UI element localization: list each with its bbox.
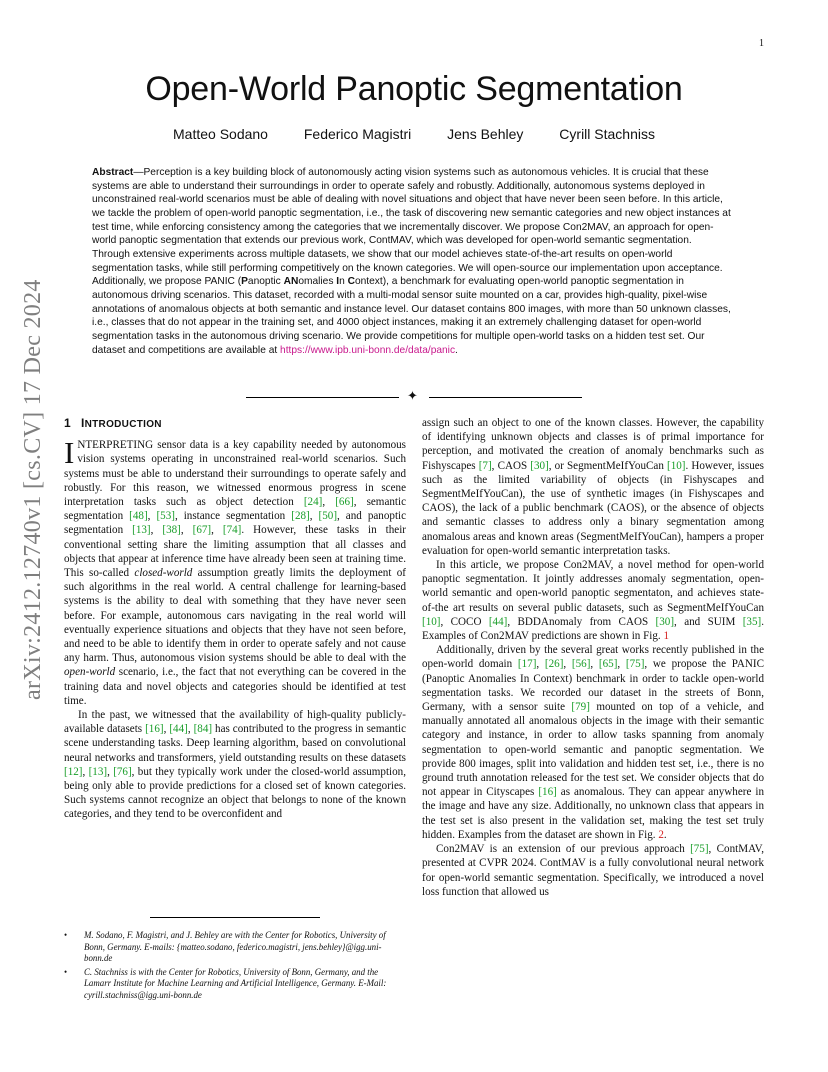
- paper-title: Open-World Panoptic Segmentation: [145, 70, 683, 108]
- citation-link[interactable]: [30]: [530, 459, 549, 472]
- citation-link[interactable]: [10]: [667, 459, 686, 472]
- citation-link[interactable]: [66]: [335, 496, 354, 509]
- citation-link[interactable]: [50]: [318, 510, 338, 523]
- citation-link[interactable]: [12]: [64, 765, 83, 778]
- footnote-rule: [150, 917, 320, 918]
- citation-link[interactable]: [7]: [478, 459, 492, 472]
- dataset-link[interactable]: https://www.ipb.uni-bonn.de/data/panic: [280, 344, 456, 356]
- citation-link[interactable]: [30]: [655, 615, 675, 628]
- author-name: Cyrill Stachniss: [559, 126, 655, 142]
- citation-link[interactable]: [44]: [488, 615, 508, 628]
- right-column: [422, 416, 764, 899]
- footnote: • C. Stachniss is with the Center for Robotics, University of Bonn, Germany, and the Lamarr Institute for Machine Learning and Artificial Intelligence, Germany. E-Mail: cyrill.stachniss@igg.uni-bonn.de: [64, 967, 406, 1002]
- footnote: • M. Sodano, F. Magistri, and J. Behley are with the Center for Robotics, University of Bonn, Germany. E-mails: {matteo.sodano, federico.magistri, jens.behley}@igg.uni-bonn.de: [64, 930, 406, 965]
- paragraph: INTERPRETING sensor data is a key capability needed by autonomous vision systems operating in unconstrained real-world scenarios. Such systems must be able to understand their surroundings to operate safely and robustly. For this reason, we witnessed enormous progress in scene interpretation tasks such as object detection [24], [66], semantic segmentation [48], [53], instance segmentation [28], [50], and panoptic segmentation [13], [38], [67], [74]. However, these tasks in their conventional setting share the limiting assumption that all classes and objects that appear at inference time have already been seen at training time. This so-called closed-world assumption greatly limits the deployment of such algorithms in the real world. A central challenge for learning-based systems is the ability to deal with something that they have never seen before. For example, autonomous cars navigating in the real world will eventually experience situations and objects that they have not seen before, and need to be able to identify them in order to operate safely and not cause any harm. Thus, autonomous vision systems should be able to deal with the open-world scenario, i.e., the fact that not everything can be covered in the training data and novel objects and categories should be identified at test time.: [64, 435, 407, 707]
- citation-link[interactable]: [16]: [145, 723, 164, 736]
- citation-link[interactable]: [53]: [156, 510, 175, 523]
- author-name: Federico Magistri: [303, 126, 412, 142]
- left-column: [64, 416, 406, 822]
- citation-link[interactable]: [44]: [169, 723, 188, 736]
- author-name: Matteo Sodano: [173, 126, 268, 142]
- citation-link[interactable]: [74]: [222, 524, 242, 537]
- paragraph: Additionally, driven by the several great works recently published in the open-world domain [17], [26], [56], [65], [75], we propose the PANIC (Panoptic Anomalies In Context) benchmark in order to tackle open-world segmentation tasks. We recorded our dataset in the streets of Bonn, Germany, with a sensor suite [79] mounted on top of a vehicle, and manually annotated all anomalous objects in the image with their semantic category and instance, in order to allow tasks spanning from anomaly segmentation to open-world semantic and panoptic segmentation. We provide 800 images, split into validation and hidden test set, i.e., there is no ground truth annotation released for the test set. We consider objects that do not appear in Cityscapes [16] as anomalous. They can appear anywhere in the image and have any size. Additionally, no unknown class that appears in the test set is also present in the validation set, making the test set truly hidden. Examples from the dataset are shown in Fig. 2.: [422, 644, 765, 841]
- citation-link[interactable]: [75]: [690, 843, 709, 856]
- citation-link[interactable]: [48]: [129, 510, 148, 523]
- figure-link[interactable]: 1: [663, 630, 670, 643]
- footnotes: [64, 930, 406, 1003]
- citation-link[interactable]: [75]: [625, 658, 645, 671]
- arxiv-stamp: arXiv:2412.12740v1 [cs.CV] 17 Dec 2024: [20, 279, 46, 700]
- abstract: Abstract—Perception is a key building block of autonomously acting vision systems such as autonomous vehicles. It is crucial that these systems are able to understand their surroundings in order to operate safely and robustly. Additionally, autonomous systems deployed in unconstrained real-world scenarios must be able of dealing with novel situations and object that have never been seen before. In this article, we tackle the problem of open-world panoptic segmentation, i.e., the task of discovering new semantic categories and new object instances at test time, while enforcing consistency among the categories that we incrementally discover. We propose Con2MAV, an approach for open-world panoptic segmentation that extends our previous work, ContMAV, which was developed for open-world semantic segmentation. Through extensive experiments across multiple datasets, we show that our model achieves state-of-the-art results on open-world segmentation tasks, while still performing competitively on the known categories. We will open-source our implementation upon acceptance. Additionally, we propose PANIC (Panoptic ANomalies In Context), a benchmark for evaluating open-world panoptic segmentation in autonomous driving scenarios. This dataset, recorded with a multi-modal sensor suite mounted on a car, provides high-quality, pixel-wise annotations of anomalous objects at both semantic and instance level. Our dataset contains 800 images, with more than 50 unknown classes, i.e., classes that do not appear in the training set, and 4000 object instances, making it an extremely challenging dataset for open-world segmentation tasks in the autonomous driving scenario. We provide competitions for multiple open-world tasks on a hidden test set. Our dataset and competitions are available at https://www.ipb.uni-bonn.de/data/panic.: [92, 167, 731, 356]
- citation-link[interactable]: [56]: [571, 658, 591, 671]
- citation-link[interactable]: [84]: [193, 723, 213, 736]
- citation-link[interactable]: [28]: [291, 510, 310, 523]
- citation-link[interactable]: [10]: [422, 615, 441, 628]
- citation-link[interactable]: [16]: [538, 786, 557, 799]
- paragraph: In the past, we witnessed that the availability of high-quality publicly-available datasets [16], [44], [84] has contributed to the progress in semantic scene understanding tasks. Deep learning algorithm, based on convolutional neural networks and transformers, yield outstanding results on these datasets [12], [13], [76], but they typically work under the closed-world assumption, being only able to provide predictions for a closed set of known categories. Such systems cannot recognize an object that belongs to none of the known categories, and they tend to be overconfident and: [64, 709, 407, 821]
- author-list: [0, 126, 828, 142]
- divider-line: [429, 397, 582, 398]
- citation-link[interactable]: [13]: [88, 765, 108, 778]
- section-divider: [246, 390, 582, 404]
- citation-link[interactable]: [13]: [132, 524, 151, 537]
- paragraph: In this article, we propose Con2MAV, a novel method for open-world panoptic segmentation. It jointly addresses anomaly segmentation, open-world semantic and open-world panoptic segmentaton, and achieves state-of-the art results on several public datasets, such as SegmentMeIfYouCan [10], COCO [44], BDDAnomaly from CAOS [30], and SUIM [35]. Examples of Con2MAV predictions are shown in Fig. 1: [422, 559, 764, 643]
- divider-line: [246, 397, 399, 398]
- citation-link[interactable]: [26]: [544, 658, 564, 671]
- paragraph: assign such an object to one of the known classes. However, the capability of identifying unknown objects and classes is of primal importance for perception, and motivated the creation of anomaly benchmarks such as Fishyscapes [7], CAOS [30], or SegmentMeIfYouCan [10]. However, issues such as the limited variability of objects (in Fishyscapes and SegmentMeIfYouCan), the use of synthetic images (in Fishyscapes and CAOS), the lack of a public benchmark (CAOS), or the absence of objects and semantic classes to address only a binary segmentation among anomalous areas and known areas (SegmentMeIfYouCan), hampers a proper evaluation for open-world semantic interpretation tasks.: [422, 417, 764, 557]
- author-name: Jens Behley: [447, 126, 524, 142]
- citation-link[interactable]: [38]: [162, 524, 181, 537]
- page-number: 1: [759, 38, 764, 49]
- citation-link[interactable]: [17]: [517, 658, 537, 671]
- citation-link[interactable]: [65]: [598, 658, 618, 671]
- citation-link[interactable]: [35]: [742, 615, 762, 628]
- figure-link[interactable]: 2: [658, 828, 664, 841]
- drop-cap: I: [64, 435, 75, 471]
- section-heading-introduction: 1 INTRODUCTION: [64, 416, 162, 430]
- citation-link[interactable]: [24]: [303, 496, 323, 509]
- citation-link[interactable]: [79]: [571, 701, 590, 714]
- divider-star-icon: ✦: [407, 389, 418, 404]
- abstract-label: Abstract: [92, 167, 134, 178]
- citation-link[interactable]: [67]: [192, 524, 212, 537]
- paragraph: Con2MAV is an extension of our previous approach [75], ContMAV, presented at CVPR 2024. ContMAV is a fully convolutional neural network for open-world semantic segmentation. Specifically, we introduced a novel loss function that allowed us: [422, 843, 765, 898]
- citation-link[interactable]: [76]: [113, 765, 132, 778]
